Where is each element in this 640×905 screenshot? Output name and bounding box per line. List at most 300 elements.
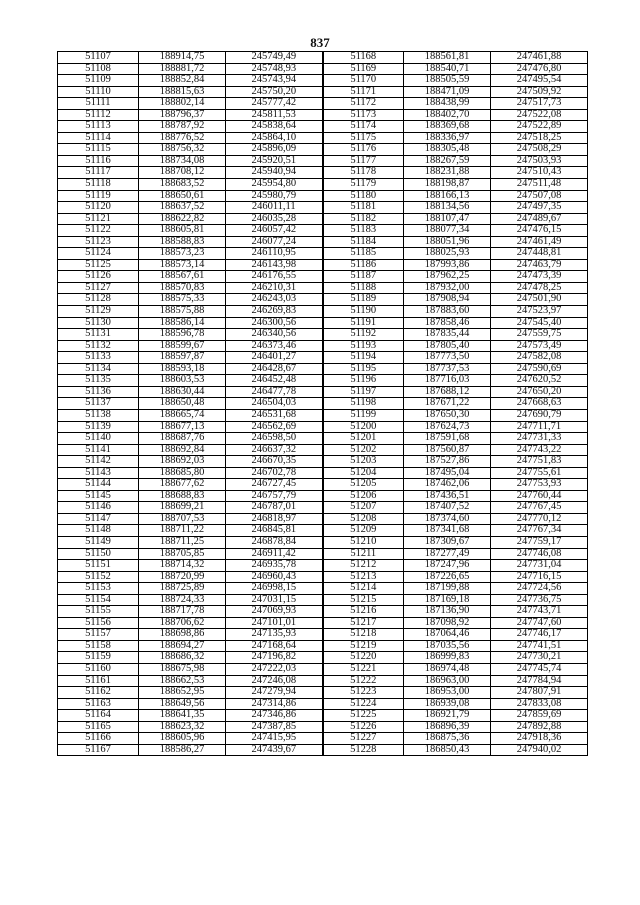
table-row [58, 271, 588, 283]
table-row [58, 386, 588, 398]
x-coord-right-cell: 187199,88 [404, 583, 491, 595]
point-id-right-cell: 51173 [323, 109, 404, 121]
point-id-right-cell: 51225 [323, 710, 404, 722]
y-coord-right-cell: 247711,71 [491, 421, 588, 433]
y-coord-right-cell: 247501,90 [491, 294, 588, 306]
point-id-right-cell: 51168 [323, 52, 404, 64]
point-id-right-cell: 51204 [323, 467, 404, 479]
x-coord-left-cell: 188593,18 [139, 363, 226, 375]
point-id-right-cell: 51195 [323, 363, 404, 375]
table-row [58, 98, 588, 110]
table-row [58, 675, 588, 687]
point-id-left-cell: 51124 [58, 248, 139, 260]
y-coord-right-cell: 247751,83 [491, 456, 588, 468]
x-coord-right-cell: 186974,48 [404, 663, 491, 675]
table-row [58, 687, 588, 699]
x-coord-left-cell: 188688,83 [139, 490, 226, 502]
y-coord-left-cell: 246373,46 [226, 340, 323, 352]
x-coord-left-cell: 188787,92 [139, 121, 226, 133]
table-row [58, 721, 588, 733]
x-coord-right-cell: 187688,12 [404, 386, 491, 398]
x-coord-left-cell: 188720,99 [139, 571, 226, 583]
point-id-left-cell: 51125 [58, 259, 139, 271]
table-row [58, 236, 588, 248]
table-row [58, 502, 588, 514]
point-id-right-cell: 51197 [323, 386, 404, 398]
point-id-right-cell: 51206 [323, 490, 404, 502]
x-coord-left-cell: 188662,53 [139, 675, 226, 687]
y-coord-right-cell: 247940,02 [491, 744, 588, 756]
table-row [58, 202, 588, 214]
x-coord-left-cell: 188650,48 [139, 398, 226, 410]
y-coord-left-cell: 246598,50 [226, 433, 323, 445]
y-coord-right-cell: 247753,93 [491, 479, 588, 491]
table-row [58, 52, 588, 64]
x-coord-left-cell: 188705,85 [139, 548, 226, 560]
x-coord-right-cell: 187650,30 [404, 409, 491, 421]
y-coord-left-cell: 245980,79 [226, 190, 323, 202]
point-id-left-cell: 51144 [58, 479, 139, 491]
y-coord-left-cell: 245954,80 [226, 179, 323, 191]
point-id-left-cell: 51167 [58, 744, 139, 756]
point-id-left-cell: 51136 [58, 386, 139, 398]
x-coord-left-cell: 188756,32 [139, 144, 226, 156]
y-coord-right-cell: 247743,71 [491, 606, 588, 618]
point-id-left-cell: 51160 [58, 663, 139, 675]
y-coord-right-cell: 247747,60 [491, 617, 588, 629]
y-coord-right-cell: 247522,89 [491, 121, 588, 133]
point-id-left-cell: 51135 [58, 375, 139, 387]
y-coord-left-cell: 245743,94 [226, 75, 323, 87]
y-coord-left-cell: 246504,03 [226, 398, 323, 410]
y-coord-left-cell: 246531,68 [226, 409, 323, 421]
y-coord-left-cell: 246702,78 [226, 467, 323, 479]
point-id-left-cell: 51118 [58, 179, 139, 191]
x-coord-left-cell: 188776,52 [139, 132, 226, 144]
x-coord-left-cell: 188665,74 [139, 409, 226, 421]
table-row [58, 525, 588, 537]
x-coord-left-cell: 188641,35 [139, 710, 226, 722]
x-coord-right-cell: 188107,47 [404, 213, 491, 225]
y-coord-right-cell: 247517,73 [491, 98, 588, 110]
point-id-right-cell: 51182 [323, 213, 404, 225]
y-coord-right-cell: 247918,36 [491, 733, 588, 745]
x-coord-right-cell: 187805,40 [404, 340, 491, 352]
x-coord-left-cell: 188586,14 [139, 317, 226, 329]
x-coord-left-cell: 188603,53 [139, 375, 226, 387]
x-coord-left-cell: 188714,32 [139, 560, 226, 572]
y-coord-right-cell: 247741,51 [491, 640, 588, 652]
x-coord-right-cell: 187226,65 [404, 571, 491, 583]
table-row [58, 132, 588, 144]
y-coord-right-cell: 247833,08 [491, 698, 588, 710]
point-id-left-cell: 51145 [58, 490, 139, 502]
point-id-right-cell: 51175 [323, 132, 404, 144]
y-coord-left-cell: 247222,03 [226, 663, 323, 675]
y-coord-left-cell: 247439,67 [226, 744, 323, 756]
point-id-left-cell: 51120 [58, 202, 139, 214]
y-coord-right-cell: 247522,08 [491, 109, 588, 121]
x-coord-left-cell: 188686,32 [139, 652, 226, 664]
point-id-left-cell: 51156 [58, 617, 139, 629]
y-coord-left-cell: 245811,53 [226, 109, 323, 121]
x-coord-right-cell: 188198,87 [404, 179, 491, 191]
y-coord-left-cell: 247069,93 [226, 606, 323, 618]
point-id-left-cell: 51127 [58, 282, 139, 294]
table-row [58, 340, 588, 352]
point-id-left-cell: 51161 [58, 675, 139, 687]
table-row [58, 698, 588, 710]
table-row [58, 167, 588, 179]
x-coord-left-cell: 188573,14 [139, 259, 226, 271]
x-coord-right-cell: 186953,00 [404, 687, 491, 699]
x-coord-left-cell: 188683,52 [139, 179, 226, 191]
x-coord-left-cell: 188652,95 [139, 687, 226, 699]
y-coord-left-cell: 246300,56 [226, 317, 323, 329]
y-coord-right-cell: 247731,33 [491, 433, 588, 445]
x-coord-left-cell: 188852,84 [139, 75, 226, 87]
point-id-right-cell: 51187 [323, 271, 404, 283]
point-id-left-cell: 51162 [58, 687, 139, 699]
x-coord-left-cell: 188637,52 [139, 202, 226, 214]
x-coord-right-cell: 188438,99 [404, 98, 491, 110]
point-id-right-cell: 51221 [323, 663, 404, 675]
y-coord-left-cell: 246428,67 [226, 363, 323, 375]
y-coord-left-cell: 247346,86 [226, 710, 323, 722]
y-coord-right-cell: 247743,22 [491, 444, 588, 456]
y-coord-left-cell: 246401,27 [226, 352, 323, 364]
y-coord-right-cell: 247716,15 [491, 571, 588, 583]
x-coord-right-cell: 186896,39 [404, 721, 491, 733]
point-id-right-cell: 51216 [323, 606, 404, 618]
point-id-left-cell: 51155 [58, 606, 139, 618]
x-coord-left-cell: 188692,84 [139, 444, 226, 456]
y-coord-left-cell: 246637,32 [226, 444, 323, 456]
x-coord-right-cell: 187591,68 [404, 433, 491, 445]
x-coord-left-cell: 188687,76 [139, 433, 226, 445]
y-coord-left-cell: 246935,78 [226, 560, 323, 572]
table-row [58, 629, 588, 641]
point-id-left-cell: 51165 [58, 721, 139, 733]
point-id-left-cell: 51164 [58, 710, 139, 722]
table-row [58, 375, 588, 387]
x-coord-right-cell: 187993,86 [404, 259, 491, 271]
point-id-right-cell: 51215 [323, 594, 404, 606]
y-coord-right-cell: 247784,94 [491, 675, 588, 687]
y-coord-right-cell: 247489,67 [491, 213, 588, 225]
x-coord-right-cell: 187098,92 [404, 617, 491, 629]
y-coord-right-cell: 247582,08 [491, 352, 588, 364]
y-coord-right-cell: 247509,92 [491, 86, 588, 98]
y-coord-left-cell: 247387,85 [226, 721, 323, 733]
table-row [58, 456, 588, 468]
point-id-left-cell: 51109 [58, 75, 139, 87]
point-id-right-cell: 51191 [323, 317, 404, 329]
y-coord-right-cell: 247590,69 [491, 363, 588, 375]
point-id-right-cell: 51198 [323, 398, 404, 410]
x-coord-left-cell: 188599,67 [139, 340, 226, 352]
point-id-left-cell: 51140 [58, 433, 139, 445]
x-coord-right-cell: 187624,73 [404, 421, 491, 433]
point-id-left-cell: 51151 [58, 560, 139, 572]
x-coord-right-cell: 187341,68 [404, 525, 491, 537]
point-id-right-cell: 51209 [323, 525, 404, 537]
x-coord-left-cell: 188677,13 [139, 421, 226, 433]
x-coord-right-cell: 187436,51 [404, 490, 491, 502]
x-coord-left-cell: 188570,83 [139, 282, 226, 294]
point-id-right-cell: 51211 [323, 548, 404, 560]
point-id-right-cell: 51181 [323, 202, 404, 214]
point-id-left-cell: 51148 [58, 525, 139, 537]
y-coord-left-cell: 247031,15 [226, 594, 323, 606]
x-coord-right-cell: 187277,49 [404, 548, 491, 560]
point-id-left-cell: 51159 [58, 652, 139, 664]
x-coord-left-cell: 188734,08 [139, 155, 226, 167]
point-id-right-cell: 51200 [323, 421, 404, 433]
x-coord-right-cell: 186921,79 [404, 710, 491, 722]
x-coord-left-cell: 188694,27 [139, 640, 226, 652]
x-coord-right-cell: 187247,96 [404, 560, 491, 572]
y-coord-right-cell: 247760,44 [491, 490, 588, 502]
point-id-right-cell: 51189 [323, 294, 404, 306]
x-coord-left-cell: 188575,33 [139, 294, 226, 306]
y-coord-left-cell: 246757,79 [226, 490, 323, 502]
y-coord-right-cell: 247892,88 [491, 721, 588, 733]
point-id-right-cell: 51180 [323, 190, 404, 202]
y-coord-left-cell: 247168,64 [226, 640, 323, 652]
point-id-left-cell: 51158 [58, 640, 139, 652]
point-id-left-cell: 51107 [58, 52, 139, 64]
y-coord-right-cell: 247767,34 [491, 525, 588, 537]
y-coord-left-cell: 245777,42 [226, 98, 323, 110]
table-row [58, 421, 588, 433]
x-coord-right-cell: 187716,03 [404, 375, 491, 387]
point-id-right-cell: 51184 [323, 236, 404, 248]
y-coord-right-cell: 247859,69 [491, 710, 588, 722]
y-coord-left-cell: 246787,01 [226, 502, 323, 514]
table-row [58, 282, 588, 294]
x-coord-right-cell: 188305,48 [404, 144, 491, 156]
x-coord-right-cell: 188505,59 [404, 75, 491, 87]
x-coord-left-cell: 188708,12 [139, 167, 226, 179]
coordinates-table [57, 51, 588, 756]
x-coord-right-cell: 187932,00 [404, 282, 491, 294]
point-id-left-cell: 51146 [58, 502, 139, 514]
x-coord-right-cell: 188471,09 [404, 86, 491, 98]
table-row [58, 179, 588, 191]
point-id-right-cell: 51210 [323, 536, 404, 548]
x-coord-right-cell: 186850,43 [404, 744, 491, 756]
y-coord-left-cell: 247279,94 [226, 687, 323, 699]
y-coord-right-cell: 247770,12 [491, 513, 588, 525]
point-id-right-cell: 51190 [323, 306, 404, 318]
point-id-right-cell: 51178 [323, 167, 404, 179]
table-row [58, 467, 588, 479]
point-id-right-cell: 51193 [323, 340, 404, 352]
y-coord-right-cell: 247507,08 [491, 190, 588, 202]
table-row [58, 86, 588, 98]
y-coord-right-cell: 247545,40 [491, 317, 588, 329]
y-coord-left-cell: 246110,95 [226, 248, 323, 260]
x-coord-right-cell: 188369,68 [404, 121, 491, 133]
point-id-right-cell: 51218 [323, 629, 404, 641]
x-coord-right-cell: 187671,22 [404, 398, 491, 410]
x-coord-left-cell: 188605,81 [139, 225, 226, 237]
x-coord-right-cell: 187737,53 [404, 363, 491, 375]
x-coord-right-cell: 188231,88 [404, 167, 491, 179]
table-row [58, 606, 588, 618]
point-id-left-cell: 51147 [58, 513, 139, 525]
x-coord-right-cell: 188025,93 [404, 248, 491, 260]
x-coord-left-cell: 188699,21 [139, 502, 226, 514]
table-row [58, 75, 588, 87]
table-row [58, 513, 588, 525]
table-row [58, 490, 588, 502]
y-coord-right-cell: 247473,39 [491, 271, 588, 283]
x-coord-left-cell: 188573,23 [139, 248, 226, 260]
y-coord-left-cell: 247246,08 [226, 675, 323, 687]
y-coord-left-cell: 246269,83 [226, 306, 323, 318]
table-row [58, 363, 588, 375]
point-id-left-cell: 51133 [58, 352, 139, 364]
y-coord-right-cell: 247745,74 [491, 663, 588, 675]
table-row [58, 398, 588, 410]
x-coord-right-cell: 187560,87 [404, 444, 491, 456]
point-id-left-cell: 51130 [58, 317, 139, 329]
y-coord-right-cell: 247690,79 [491, 409, 588, 421]
point-id-left-cell: 51152 [58, 571, 139, 583]
y-coord-right-cell: 247508,29 [491, 144, 588, 156]
x-coord-left-cell: 188914,75 [139, 52, 226, 64]
x-coord-left-cell: 188711,25 [139, 536, 226, 548]
point-id-left-cell: 51166 [58, 733, 139, 745]
y-coord-left-cell: 245749,49 [226, 52, 323, 64]
table-row [58, 733, 588, 745]
point-id-right-cell: 51171 [323, 86, 404, 98]
x-coord-right-cell: 187374,60 [404, 513, 491, 525]
point-id-left-cell: 51131 [58, 329, 139, 341]
y-coord-right-cell: 247620,52 [491, 375, 588, 387]
point-id-right-cell: 51205 [323, 479, 404, 491]
x-coord-left-cell: 188725,89 [139, 583, 226, 595]
x-coord-left-cell: 188567,61 [139, 271, 226, 283]
y-coord-right-cell: 247730,21 [491, 652, 588, 664]
table-row [58, 155, 588, 167]
point-id-right-cell: 51188 [323, 282, 404, 294]
x-coord-left-cell: 188586,27 [139, 744, 226, 756]
y-coord-right-cell: 247668,63 [491, 398, 588, 410]
x-coord-right-cell: 187908,94 [404, 294, 491, 306]
y-coord-left-cell: 246878,84 [226, 536, 323, 548]
y-coord-right-cell: 247807,91 [491, 687, 588, 699]
y-coord-left-cell: 246998,15 [226, 583, 323, 595]
point-id-right-cell: 51224 [323, 698, 404, 710]
point-id-left-cell: 51111 [58, 98, 139, 110]
x-coord-right-cell: 188134,56 [404, 202, 491, 214]
table-row [58, 63, 588, 75]
y-coord-right-cell: 247476,80 [491, 63, 588, 75]
y-coord-right-cell: 247746,08 [491, 548, 588, 560]
x-coord-left-cell: 188692,03 [139, 456, 226, 468]
table-row [58, 294, 588, 306]
point-id-right-cell: 51228 [323, 744, 404, 756]
point-id-right-cell: 51208 [323, 513, 404, 525]
point-id-right-cell: 51214 [323, 583, 404, 595]
y-coord-right-cell: 247559,75 [491, 329, 588, 341]
point-id-right-cell: 51222 [323, 675, 404, 687]
y-coord-left-cell: 245940,94 [226, 167, 323, 179]
y-coord-right-cell: 247495,54 [491, 75, 588, 87]
y-coord-left-cell: 247101,01 [226, 617, 323, 629]
y-coord-left-cell: 246143,98 [226, 259, 323, 271]
table-row [58, 444, 588, 456]
point-id-right-cell: 51194 [323, 352, 404, 364]
x-coord-left-cell: 188605,96 [139, 733, 226, 745]
y-coord-right-cell: 247650,20 [491, 386, 588, 398]
y-coord-left-cell: 247135,93 [226, 629, 323, 641]
point-id-right-cell: 51196 [323, 375, 404, 387]
point-id-right-cell: 51213 [323, 571, 404, 583]
point-id-left-cell: 51142 [58, 456, 139, 468]
y-coord-left-cell: 246911,42 [226, 548, 323, 560]
point-id-left-cell: 51153 [58, 583, 139, 595]
x-coord-left-cell: 188597,87 [139, 352, 226, 364]
table-row [58, 121, 588, 133]
point-id-left-cell: 51112 [58, 109, 139, 121]
y-coord-right-cell: 247736,75 [491, 594, 588, 606]
point-id-left-cell: 51129 [58, 306, 139, 318]
point-id-left-cell: 51123 [58, 236, 139, 248]
x-coord-right-cell: 188402,70 [404, 109, 491, 121]
x-coord-right-cell: 188077,34 [404, 225, 491, 237]
x-coord-left-cell: 188675,98 [139, 663, 226, 675]
x-coord-left-cell: 188622,82 [139, 213, 226, 225]
y-coord-right-cell: 247759,17 [491, 536, 588, 548]
x-coord-left-cell: 188815,63 [139, 86, 226, 98]
y-coord-right-cell: 247503,93 [491, 155, 588, 167]
point-id-right-cell: 51212 [323, 560, 404, 572]
point-id-left-cell: 51121 [58, 213, 139, 225]
table-row [58, 317, 588, 329]
y-coord-right-cell: 247476,15 [491, 225, 588, 237]
point-id-right-cell: 51185 [323, 248, 404, 260]
x-coord-right-cell: 187883,60 [404, 306, 491, 318]
point-id-right-cell: 51217 [323, 617, 404, 629]
point-id-left-cell: 51143 [58, 467, 139, 479]
table-row [58, 225, 588, 237]
x-coord-right-cell: 188051,96 [404, 236, 491, 248]
x-coord-right-cell: 187527,86 [404, 456, 491, 468]
point-id-left-cell: 51108 [58, 63, 139, 75]
y-coord-left-cell: 246477,78 [226, 386, 323, 398]
x-coord-left-cell: 188711,22 [139, 525, 226, 537]
point-id-right-cell: 51226 [323, 721, 404, 733]
x-coord-left-cell: 188724,33 [139, 594, 226, 606]
table-row [58, 640, 588, 652]
x-coord-left-cell: 188596,78 [139, 329, 226, 341]
x-coord-left-cell: 188630,44 [139, 386, 226, 398]
table-row [58, 710, 588, 722]
x-coord-right-cell: 187169,18 [404, 594, 491, 606]
point-id-right-cell: 51174 [323, 121, 404, 133]
y-coord-left-cell: 245748,93 [226, 63, 323, 75]
point-id-left-cell: 51110 [58, 86, 139, 98]
point-id-left-cell: 51137 [58, 398, 139, 410]
x-coord-left-cell: 188881,72 [139, 63, 226, 75]
x-coord-left-cell: 188588,83 [139, 236, 226, 248]
table-row [58, 259, 588, 271]
point-id-right-cell: 51203 [323, 456, 404, 468]
